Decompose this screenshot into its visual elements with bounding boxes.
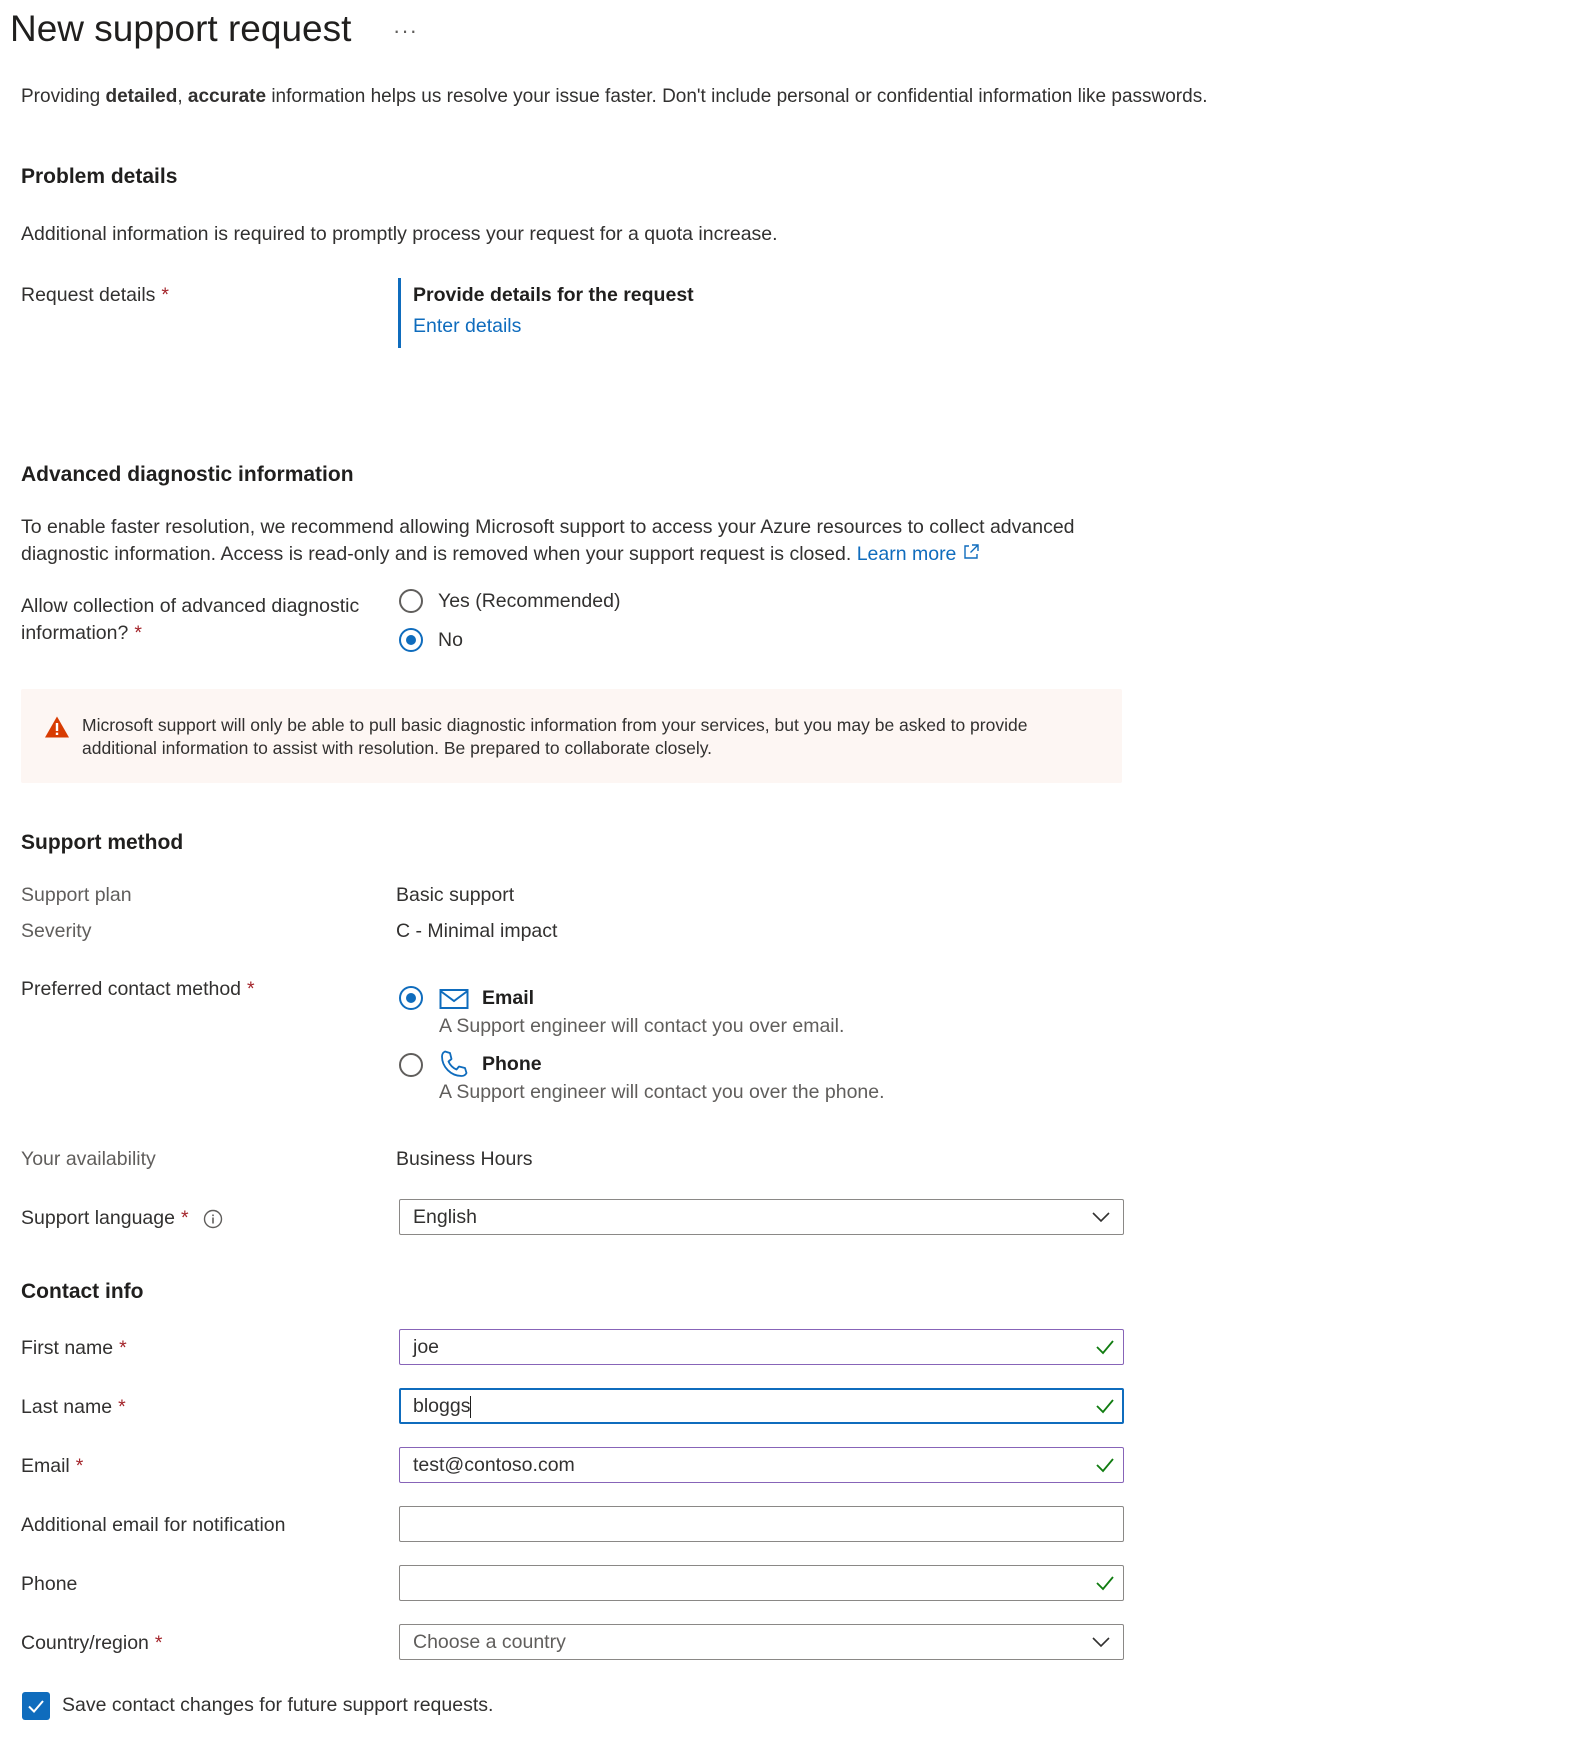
request-details-block-title: Provide details for the request [413, 284, 694, 306]
phone-label: Phone [21, 1573, 78, 1595]
contact-option-email-title: Email [482, 987, 535, 1009]
checkmark-icon [26, 1696, 46, 1716]
external-link-icon [962, 543, 980, 561]
phone-input[interactable] [399, 1565, 1124, 1601]
check-icon [1095, 1456, 1115, 1474]
contact-option-phone-title: Phone [482, 1053, 542, 1075]
save-contact-checkbox[interactable] [22, 1692, 50, 1720]
support-language-label: Support language * [21, 1207, 223, 1230]
first-name-label: First name * [21, 1337, 127, 1359]
severity-value: C - Minimal impact [396, 920, 558, 942]
warning-text: Microsoft support will only be able to pull basic diagnostic information from your services, but you may be asked to provide additional information to assist with resolution. Be prepared to collaborate closely. [82, 715, 1028, 758]
additional-email-input[interactable] [399, 1506, 1124, 1542]
learn-more-link[interactable]: Learn more [856, 543, 957, 565]
radio-yes-recommended[interactable]: Yes (Recommended) [399, 589, 620, 613]
more-options-icon[interactable]: ··· [393, 18, 418, 43]
email-input[interactable]: test@contoso.com [399, 1447, 1124, 1483]
last-name-input[interactable]: bloggs [399, 1388, 1124, 1424]
page-title: New support request [10, 8, 352, 49]
contact-option-phone[interactable] [399, 1053, 423, 1077]
radio-button[interactable] [399, 1053, 423, 1077]
last-name-label: Last name * [21, 1396, 126, 1418]
save-contact-label[interactable]: Save contact changes for future support requests. [62, 1694, 494, 1716]
additional-email-label: Additional email for notification [21, 1514, 286, 1536]
text-cursor [470, 1396, 471, 1418]
request-details-accent-bar [398, 278, 401, 348]
section-title-advanced-diagnostic: Advanced diagnostic information [21, 463, 354, 486]
preferred-contact-label: Preferred contact method * [21, 978, 255, 1000]
info-icon[interactable] [203, 1209, 223, 1229]
contact-option-phone-description: A Support engineer will contact you over the phone. [439, 1081, 885, 1103]
contact-option-email-description: A Support engineer will contact you over email. [439, 1015, 845, 1037]
phone-icon [439, 1049, 469, 1079]
warning-icon [44, 715, 70, 739]
availability-value: Business Hours [396, 1148, 533, 1170]
chevron-down-icon [1091, 1635, 1111, 1649]
country-region-dropdown[interactable]: Choose a country [399, 1624, 1124, 1660]
contact-option-email[interactable] [399, 986, 423, 1010]
country-region-label: Country/region * [21, 1632, 163, 1654]
mail-icon [439, 988, 469, 1010]
support-plan-value: Basic support [396, 884, 515, 906]
check-icon [1095, 1574, 1115, 1592]
availability-label: Your availability [21, 1148, 156, 1170]
enter-details-link[interactable]: Enter details [413, 315, 522, 337]
allow-collection-label: Allow collection of advanced diagnostic information? * [21, 595, 360, 644]
radio-button-selected[interactable] [399, 986, 423, 1010]
first-name-input[interactable]: joe [399, 1329, 1124, 1365]
support-plan-label: Support plan [21, 884, 132, 906]
section-title-problem-details: Problem details [21, 165, 178, 188]
section-title-contact-info: Contact info [21, 1280, 144, 1303]
section-title-support-method: Support method [21, 831, 184, 854]
radio-no[interactable]: No [399, 628, 463, 652]
problem-details-description: Additional information is required to promptly process your request for a quota increase. [21, 223, 778, 245]
severity-label: Severity [21, 920, 92, 942]
request-details-label: Request details * [21, 284, 170, 306]
radio-button[interactable] [399, 589, 423, 613]
check-icon [1095, 1338, 1115, 1356]
check-icon [1095, 1397, 1115, 1415]
advanced-diagnostic-description: To enable faster resolution, we recommend allowing Microsoft support to access your Azure resources to collect advanced diagnostic information. Access is read-only and is removed when your support request is closed. Learn more [21, 516, 1075, 565]
email-label: Email * [21, 1455, 84, 1477]
intro-text: Providing detailed, accurate information helps us resolve your issue faster. Don't include personal or confidential information like passwords. [21, 86, 1208, 107]
support-language-dropdown[interactable]: English [399, 1199, 1124, 1235]
radio-button-selected[interactable] [399, 628, 423, 652]
chevron-down-icon [1091, 1210, 1111, 1224]
